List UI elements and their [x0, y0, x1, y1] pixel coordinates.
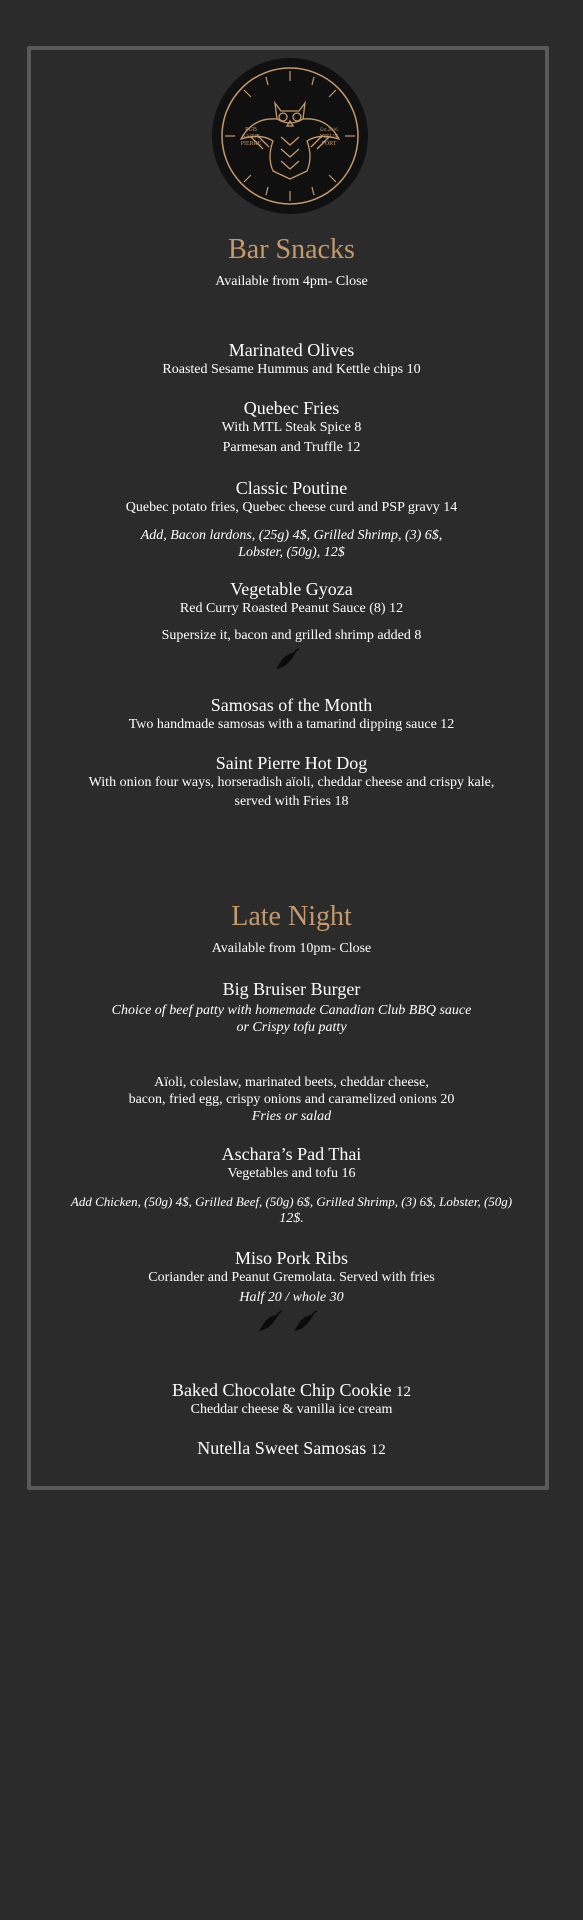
item-cookie — [40, 1379, 543, 1403]
item-addon-classic-poutine: Add, Bacon lardons, (25g) 4$, Grilled Shrimp, (3) 6$, — [140, 528, 443, 543]
item-desc2-miso-pork-ribs: Half 20 / whole 30 — [239, 1290, 344, 1305]
item-desc2-big-bruiser-burger: or Crispy tofu patty — [236, 1020, 347, 1035]
late-night-availability: Available from 10pm- Close — [211, 941, 372, 956]
item-addon2-ascharas-pad-thai: 12$. — [279, 1211, 304, 1226]
chili-pepper-icon — [258, 1309, 284, 1333]
item-desc4-big-bruiser-burger: bacon, fried egg, crispy onions and caramelized onions 20 — [128, 1092, 455, 1107]
owl-emblem-icon — [211, 57, 369, 215]
logo-text-left-1: PUB — [245, 127, 257, 133]
item-name-ascharas-pad-thai: Aschara’s Pad Thai — [221, 1144, 362, 1164]
logo-text-left-3: PIERRE — [240, 141, 262, 147]
item-desc-quebec-fries: With MTL Steak Spice 8 — [221, 420, 362, 435]
section-title-bar-snacks: Bar Snacks — [228, 234, 355, 265]
logo-text-right-1: Est.2016 — [320, 128, 338, 133]
item-price-nutella-sweet-samosas: 12 — [370, 1442, 386, 1458]
item-desc-baked-chocolate-chip-cookie: Cheddar cheese & vanilla ice cream — [190, 1402, 393, 1417]
item-addon-ascharas-pad-thai: Add Chicken, (50g) 4$, Grilled Beef, (50g) 6$, Grilled Shrimp, (3) 6$, Lobster, (50g) — [70, 1194, 513, 1209]
item-desc-miso-pork-ribs: Coriander and Peanut Gremolata. Served with fries — [148, 1270, 435, 1285]
item-name-big-bruiser-burger: Big Bruiser Burger — [222, 979, 361, 999]
bar-snacks-availability: Available from 4pm- Close — [215, 274, 368, 289]
logo-text-left-2: SAINT — [242, 134, 260, 140]
chili-pepper-icon — [293, 1309, 319, 1333]
item-desc3-big-bruiser-burger: Aïoli, coleslaw, marinated beets, cheddar cheese, — [154, 1075, 429, 1090]
logo-text-right-2: VIEUX — [319, 134, 339, 140]
logo-text-right-3: PORT — [321, 141, 337, 147]
item-desc-marinated-olives: Roasted Sesame Hummus and Kettle chips 10 — [162, 362, 421, 377]
item-desc-classic-poutine: Quebec potato fries, Quebec cheese curd and PSP gravy 14 — [125, 500, 458, 515]
item-name-vegetable-gyoza: Vegetable Gyoza — [230, 579, 353, 599]
item-nutella — [40, 1437, 543, 1461]
item-name-marinated-olives: Marinated Olives — [228, 340, 355, 360]
item-name-baked-chocolate-chip-cookie: Baked Chocolate Chip Cookie — [172, 1380, 392, 1400]
chili-pepper-icon — [275, 647, 301, 671]
item-desc-samosas-of-the-month: Two handmade samosas with a tamarind dipping sauce 12 — [128, 717, 455, 732]
item-name-samosas-of-the-month: Samosas of the Month — [210, 695, 373, 715]
item-addon2-classic-poutine: Lobster, (50g), 12$ — [238, 545, 345, 560]
section-title-late-night: Late Night — [231, 901, 352, 932]
item-desc5-big-bruiser-burger: Fries or salad — [251, 1109, 332, 1124]
item-desc-vegetable-gyoza: Red Curry Roasted Peanut Sauce (8) 12 — [179, 601, 404, 616]
item-desc-ascharas-pad-thai: Vegetables and tofu 16 — [227, 1166, 356, 1181]
item-desc-big-bruiser-burger: Choice of beef patty with homemade Canadian Club BBQ sauce — [111, 1003, 472, 1018]
item-name-miso-pork-ribs: Miso Pork Ribs — [234, 1248, 349, 1268]
item-desc-saint-pierre-hot-dog: With onion four ways, horseradish aïoli, cheddar cheese and crispy kale, — [88, 775, 495, 790]
item-name-classic-poutine: Classic Poutine — [235, 478, 348, 498]
item-desc2-quebec-fries: Parmesan and Truffle 12 — [222, 440, 361, 455]
item-desc2-saint-pierre-hot-dog: served with Fries 18 — [234, 794, 349, 809]
item-desc2-vegetable-gyoza: Supersize it, bacon and grilled shrimp added 8 — [161, 628, 422, 643]
item-name-nutella-sweet-samosas: Nutella Sweet Samosas — [197, 1438, 367, 1458]
item-name-quebec-fries: Quebec Fries — [243, 398, 340, 418]
item-price-baked-chocolate-chip-cookie: 12 — [395, 1384, 411, 1400]
item-name-saint-pierre-hot-dog: Saint Pierre Hot Dog — [215, 753, 368, 773]
